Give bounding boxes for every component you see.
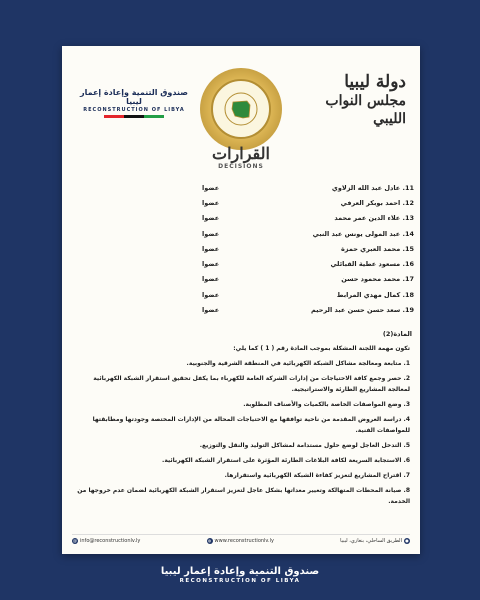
address-text: الطريق الساحلي، بنغازي، ليبيا [340, 538, 402, 544]
title-block [201, 144, 281, 170]
member-name: 16. مسعود عطية القبائلي [330, 260, 414, 269]
member-row [202, 241, 414, 256]
libya-map-icon [223, 91, 259, 127]
decisions-title-ar: القرارات [212, 144, 270, 163]
flag-stripe [104, 115, 164, 118]
member-role: عضوا [202, 275, 220, 284]
member-role: عضوا [202, 198, 220, 207]
article-item: 3. وضع المواصفات الخاصة بالكميات والأصناف المطلوبة. [243, 400, 410, 408]
member-row [202, 211, 414, 226]
article-item: 2. حصر وجمع كافة الاحتياجات من إدارات الشركة العامة للكهرباء بما يكفل تحقيق استقرار الشبكة الكهربائية لمعالجة المشاريع الطارئة والاستراتيجية. [93, 375, 410, 393]
member-name: 17. محمد محمود حسن [341, 275, 414, 284]
member-role: عضوا [202, 290, 220, 299]
member-role: عضوا [202, 260, 220, 269]
member-name: 18. كمال مهدي المرابط [336, 290, 414, 299]
member-role: عضوا [202, 306, 220, 315]
member-row [202, 287, 414, 302]
bottom-fund-logo [150, 566, 330, 584]
member-name: 19. سعد حسن حسن عبد الرحيم [311, 306, 414, 315]
member-name: 14. عبد المولى يونس عبد النبي [312, 229, 414, 238]
member-role: عضوا [202, 214, 220, 223]
member-role: عضوا [202, 244, 220, 253]
member-row [202, 256, 414, 271]
article-item: 4. دراسة العروض المقدمة من ناحية توافقها مع الاحتياجات المحالة من الإدارات المختصة وجودتها ومطابقتها للمواصفات الفنية. [92, 415, 410, 434]
email-icon: @ [73, 538, 77, 543]
member-row [202, 226, 414, 241]
house-name: مجلس النواب الليبي [325, 93, 406, 127]
house-of-representatives-logo [296, 72, 406, 128]
footer-website [207, 538, 274, 544]
footer-email [72, 538, 140, 544]
article-item: 6. الاستجابة السريعة لكافة البلاغات الطارئة المؤثرة على استقرار الشبكة الكهربائية. [162, 456, 410, 464]
location-icon: ● [405, 538, 409, 543]
article-intro: تكون مهمة اللجنة المشكلة بموجب المادة رقم ( 1 ) كما يلي: [233, 345, 410, 352]
bottom-fund-name-en: RECONSTRUCTION OF LIBYA [179, 578, 301, 584]
state-name: دولة ليبيا [344, 72, 406, 92]
document-page [62, 46, 420, 554]
email-text: info@reconstructionlv.ly [80, 538, 141, 544]
member-role: عضوا [202, 229, 220, 238]
footer [72, 534, 410, 547]
libya-seal-icon [200, 68, 282, 150]
article-item: 7. اقتراح المشاريع لتعزيز كفاءة الشبكة الكهربائية واستقرارها. [224, 471, 410, 479]
fund-logo [74, 88, 194, 118]
globe-icon: ◍ [207, 538, 212, 543]
website-text: www.reconstructionlv.ly [214, 538, 274, 544]
article-item: 5. التدخل العاجل لوضع حلول مستدامة لمشاكل التوليد والنقل والتوزيع. [199, 441, 410, 449]
article-item: 1. متابعة ومعالجة مشاكل الشبكة الكهربائية في المنطقة الشرقية والجنوبية. [186, 360, 410, 368]
members-list [202, 180, 414, 318]
article-body [72, 344, 410, 512]
member-row [202, 272, 414, 287]
fund-name-ar: صندوق التنمية وإعادة إعمار ليبيا [79, 88, 189, 106]
member-role: عضوا [202, 183, 220, 192]
footer-address [340, 538, 410, 544]
member-name: 13. علاء الدين عمر محمد [334, 214, 414, 223]
article-heading: المادة(2) [382, 330, 412, 338]
decisions-title-en: DECISIONS [218, 163, 264, 170]
member-row [202, 195, 414, 210]
fund-name-en: RECONSTRUCTION OF LIBYA [83, 107, 185, 113]
member-name: 15. محمد العبري حمزة [340, 244, 414, 253]
bottom-fund-name-ar: صندوق التنمية وإعادة إعمار ليبيا [160, 566, 320, 577]
member-row [202, 302, 414, 317]
member-name: 11. عادل عبد الله الزلاوي [331, 183, 414, 192]
member-name: 12. احمد بوبكر العرفي [340, 198, 414, 207]
member-row [202, 180, 414, 195]
article-item: 8. صيانة المحطات المتهالكة وتغيير معداتها بشكل عاجل لتعزيز استقرار الشبكة الكهربائية لضمان عدم خروجها من الخدمة. [77, 486, 410, 505]
